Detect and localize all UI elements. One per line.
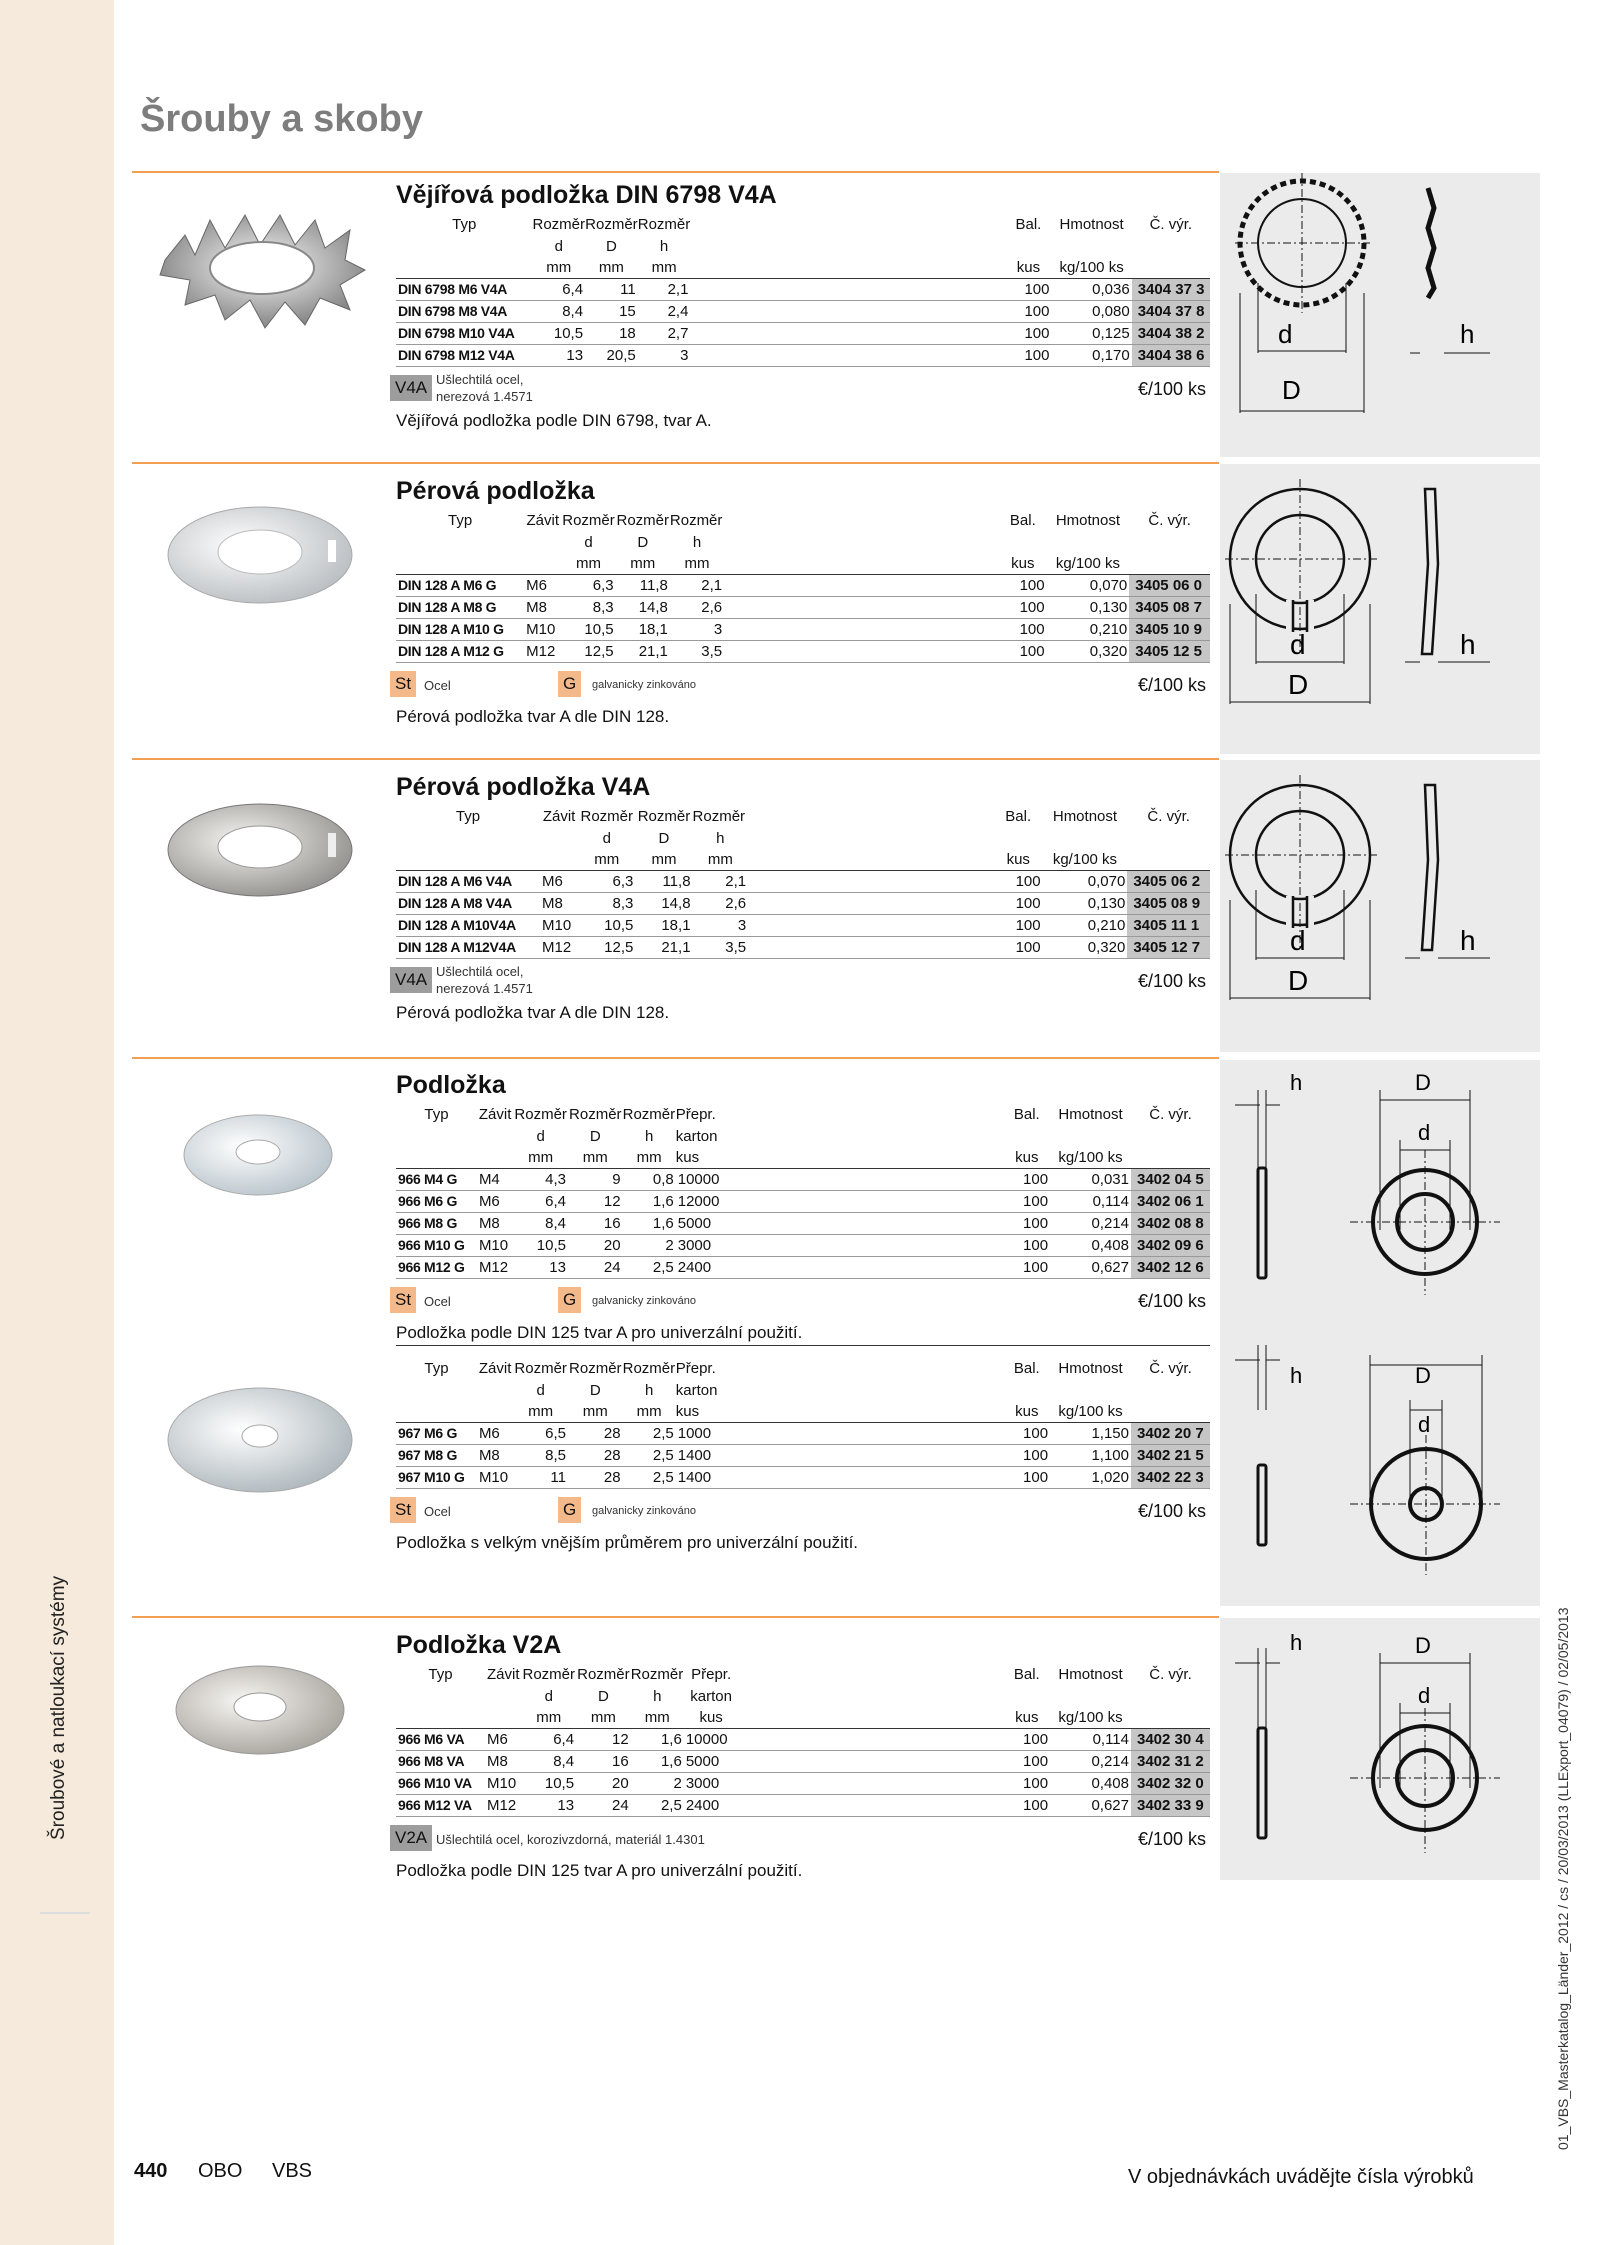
diagram-label-d: d <box>1418 1683 1431 1708</box>
diagram-label-h: h <box>1460 925 1476 956</box>
sidebar <box>0 0 114 2245</box>
table-row: 967 M6 G M6 6,5 28 2,5 1000 100 1,150 3402 20 7 <box>396 1423 1210 1445</box>
section-divider <box>132 758 1219 760</box>
col-rozmer: Rozměr <box>637 216 691 233</box>
spring-washer-photo <box>160 500 360 610</box>
brand-vbs: VBS <box>272 2160 313 2182</box>
sidebar-label: Šroubové a natloukací systémy <box>48 1575 69 1840</box>
diagram-label-D: D <box>1415 1633 1431 1658</box>
washer-photo <box>178 1108 338 1203</box>
material-row: V2A Ušlechtilá ocel, korozivzdorná, materiál 1.4301 €/100 ks <box>396 1817 1210 1859</box>
material-badge: V2A <box>390 1825 432 1851</box>
serrated-washer-diagram <box>1220 173 1540 457</box>
table-row: 966 M10 VA M10 10,5 20 2 3000 100 0,408 3402 32 0 <box>396 1773 1210 1795</box>
product-description: Podložka s velkým vnějším průměrem pro univerzální použití. <box>396 1533 859 1552</box>
section-title: Podložka V2A <box>396 1631 562 1659</box>
table-row: 966 M10 G M10 10,5 20 2 3000 100 0,408 3402 09 6 <box>396 1235 1210 1257</box>
washer-v2a-diagram <box>1220 1618 1540 1880</box>
product-description: Pérová podložka tvar A dle DIN 128. <box>396 1003 670 1022</box>
price-unit: €/100 ks <box>1137 1829 1206 1849</box>
material-badge: V4A <box>390 967 432 993</box>
table-row: 966 M6 VA M6 6,4 12 1,6 10000 100 0,114 3402 30 4 <box>396 1729 1210 1751</box>
diagram-label-D: D <box>1288 965 1309 996</box>
col-hmotnost: Hmotnost <box>1059 216 1124 233</box>
table-row: 966 M6 G M6 6,4 12 1,6 12000 100 0,114 3402 06 1 <box>396 1191 1210 1213</box>
product-table: Typ Závit Rozměr Rozměr Rozměr Přepr. Bal. Hmotnost Č. výr. d D h karton mm mm mm kus kus kg/100 ks 966 M6 VA M6 6,4 12 1,6 10000 100 0,114 3402 30 4 966 M8 VA M8 8,4 16 1,6 5000 100 0,214 3402 31 2 966 M10 VA M10 10,5 20 2 3000 100 0,408 3402 32 0 966 M12 VA M12 13 24 2,5 2400 100 0,627 3402 33 9 <box>396 1664 1210 1817</box>
diagram-label-D: D <box>1282 375 1301 405</box>
product-table: Typ Závit Rozměr Rozměr Rozměr Přepr. Bal. Hmotnost Č. výr. d D h karton mm mm mm kus kus kg/100 ks 966 M4 G M4 4,3 9 0,8 10000 100 0,031 3402 04 5 966 M6 G M6 6,4 12 1,6 12000 100 0,114 3402 06 1 966 M8 G M8 8,4 16 1,6 5000 100 0,214 3402 08 8 966 M10 G M10 10,5 20 2 3000 100 0,408 3402 09 6 966 M12 G M12 13 24 2,5 2400 100 0,627 3402 12 6 <box>396 1104 1210 1279</box>
finish-badge: G <box>558 1287 581 1313</box>
product-description: Podložka podle DIN 125 tvar A pro univerzální použití. <box>396 1321 1210 1346</box>
table-row: DIN 128 A M8 V4A M8 8,3 14,8 2,6 100 0,130 3405 08 9 <box>396 893 1210 915</box>
product-description: Podložka podle DIN 125 tvar A pro univerzální použití. <box>396 1861 803 1880</box>
table-row: 966 M8 G M8 8,4 16 1,6 5000 100 0,214 3402 08 8 <box>396 1213 1210 1235</box>
section-spring-washer-v4a <box>396 768 1210 1025</box>
section-large-washer <box>396 1358 1210 1555</box>
table-row: 966 M12 VA M12 13 24 2,5 2400 100 0,627 3402 33 9 <box>396 1795 1210 1817</box>
section-divider <box>132 462 1219 464</box>
table-row: DIN 128 A M6 G M6 6,3 11,8 2,1 100 0,070 3405 06 0 <box>396 575 1210 597</box>
table-row: 966 M4 G M4 4,3 9 0,8 10000 100 0,031 3402 04 5 <box>396 1169 1210 1191</box>
product-table: Typ Rozměr Rozměr Rozměr Bal. Hmotnost Č. výr. d D h mm mm mm kus kg/100 ks DIN 6798 M6 V4A 6,4 11 2,1 100 0,036 3404 37 3 DIN 6798 M8 V4A 8,4 15 2,4 100 0,080 3404 37 8 DIN 6798 M10 V4A 10,5 18 2,7 100 0,125 3404 38 2 DIN 6798 M12 V4A 13 20,5 3 100 0,170 3404 38 6 <box>396 214 1210 367</box>
material-row: St Ocel G galvanicky zinkováno €/100 ks <box>396 663 1210 705</box>
diagram-label-h: h <box>1460 319 1475 349</box>
section-title: Pérová podložka V4A <box>396 773 651 801</box>
diagram-label-d: d <box>1290 629 1306 660</box>
large-washer-photo <box>160 1380 360 1500</box>
diagram-label-h: h <box>1290 1070 1303 1095</box>
material-text: Ušlechtilá ocel, nerezová 1.4571 <box>436 372 533 404</box>
price-unit: €/100 ks <box>1137 1501 1206 1521</box>
price-unit: €/100 ks <box>1137 675 1206 695</box>
product-table: Typ Závit Rozměr Rozměr Rozměr Přepr. Bal. Hmotnost Č. výr. d D h karton mm mm mm kus kus kg/100 ks 967 M6 G M6 6,5 28 2,5 1000 100 1,150 3402 20 7 967 M8 G M8 8,5 28 2,5 1400 100 1,100 3402 21 5 967 M10 G M10 11 28 2,5 1400 100 1,020 3402 22 3 <box>396 1358 1210 1489</box>
table-row: DIN 6798 M6 V4A 6,4 11 2,1 100 0,036 3404 37 3 <box>396 279 1210 301</box>
table-row: DIN 128 A M10 G M10 10,5 18,1 3 100 0,210 3405 10 9 <box>396 619 1210 641</box>
spring-washer-v4a-diagram <box>1220 760 1540 1052</box>
section-title: Podložka <box>396 1071 506 1099</box>
brand-obo: OBO <box>198 2160 243 2182</box>
diagram-label-D: D <box>1288 669 1309 700</box>
diagram-label-h: h <box>1460 629 1476 660</box>
spring-washer-diagram <box>1220 464 1540 754</box>
price-unit: €/100 ks <box>1137 379 1206 399</box>
section-serrated-washer <box>396 176 1210 433</box>
washer-diagram <box>1220 1060 1540 1606</box>
table-row: DIN 128 A M12 G M12 12,5 21,1 3,5 100 0,320 3405 12 5 <box>396 641 1210 663</box>
table-row: 967 M8 G M8 8,5 28 2,5 1400 100 1,100 3402 21 5 <box>396 1445 1210 1467</box>
table-row: DIN 128 A M10V4A M10 10,5 18,1 3 100 0,210 3405 11 1 <box>396 915 1210 937</box>
material-badge: St <box>390 1497 416 1523</box>
col-typ: Typ <box>452 216 477 233</box>
finish-badge: G <box>558 1497 581 1523</box>
col-bal: Bal. <box>1015 216 1042 233</box>
washer-v2a-photo <box>170 1660 350 1760</box>
table-row: DIN 128 A M6 V4A M6 6,3 11,8 2,1 100 0,070 3405 06 2 <box>396 871 1210 893</box>
material-row <box>396 367 1210 409</box>
material-badge: St <box>390 671 416 697</box>
table-row: DIN 128 A M12V4A M12 12,5 21,1 3,5 100 0,320 3405 12 7 <box>396 937 1210 959</box>
diagram-label-h: h <box>1290 1630 1303 1655</box>
product-description: Pérová podložka tvar A dle DIN 128. <box>396 707 670 726</box>
table-row: 966 M8 VA M8 8,4 16 1,6 5000 100 0,214 3402 31 2 <box>396 1751 1210 1773</box>
diagram-label-h: h <box>1290 1363 1303 1388</box>
page-number: 440 <box>134 2160 168 2182</box>
diagram-label-D: D <box>1415 1363 1431 1388</box>
diagram-label-D: D <box>1415 1070 1431 1095</box>
spring-washer-v4a-photo <box>160 795 360 905</box>
diagram-label-d: d <box>1290 925 1306 956</box>
footer-note: V objednávkách uvádějte čísla výrobků <box>1128 2166 1474 2188</box>
diagram-label-d: d <box>1418 1120 1431 1145</box>
table-row: DIN 6798 M10 V4A 10,5 18 2,7 100 0,125 3404 38 2 <box>396 323 1210 345</box>
col-rozmer: Rozměr <box>532 216 585 233</box>
table-row: 967 M10 G M10 11 28 2,5 1400 100 1,020 3402 22 3 <box>396 1467 1210 1489</box>
table-row: 966 M12 G M12 13 24 2,5 2400 100 0,627 3402 12 6 <box>396 1257 1210 1279</box>
section-title: Pérová podložka <box>396 477 595 505</box>
price-unit: €/100 ks <box>1137 971 1206 991</box>
col-cvyr: Č. výr. <box>1149 216 1193 233</box>
table-row: DIN 128 A M8 G M8 8,3 14,8 2,6 100 0,130 3405 08 7 <box>396 597 1210 619</box>
serrated-washer-photo <box>155 200 370 330</box>
material-badge: St <box>390 1287 416 1313</box>
diagram-label-d: d <box>1418 1412 1431 1437</box>
product-table: Typ Závit Rozměr Rozměr Rozměr Bal. Hmotnost Č. výr. d D h mm mm mm kus kg/100 ks DIN 128 A M6 V4A M6 6,3 11,8 2,1 100 0,070 3405 06 2 DIN 128 A M8 V4A M8 8,3 14,8 2,6 100 0,130 3405 08 9 DIN 128 A M10V4A M10 10,5 18,1 3 100 0,210 3405 11 1 DIN 128 A M12V4A M12 12,5 21,1 3,5 100 0,320 3405 12 7 <box>396 806 1210 959</box>
material-badge: V4A <box>390 375 432 401</box>
diagram-label-d: d <box>1278 319 1293 349</box>
price-unit: €/100 ks <box>1137 1291 1206 1311</box>
material-row: V4A Ušlechtilá ocel, nerezová 1.4571 €/100 ks <box>396 959 1210 1001</box>
section-washer-v2a <box>396 1626 1210 1883</box>
section-divider <box>132 1057 1219 1059</box>
material-row: St Ocel G galvanicky zinkováno €/100 ks <box>396 1279 1210 1321</box>
section-title: Vějířová podložka DIN 6798 V4A <box>396 181 777 209</box>
product-table: Typ Závit Rozměr Rozměr Rozměr Bal. Hmotnost Č. výr. d D h mm mm mm kus kg/100 ks DIN 128 A M6 G M6 6,3 11,8 2,1 100 0,070 3405 06 0 DIN 128 A M8 G M8 8,3 14,8 2,6 100 0,130 3405 08 7 DIN 128 A M10 G M10 10,5 18,1 3 100 0,210 3405 10 9 DIN 128 A M12 G M12 12,5 21,1 3,5 100 0,320 3405 12 5 <box>396 510 1210 663</box>
section-divider <box>132 171 1219 173</box>
product-description: Vějířová podložka podle DIN 6798, tvar A. <box>396 411 712 430</box>
material-row: St Ocel G galvanicky zinkováno €/100 ks <box>396 1489 1210 1531</box>
document-reference: 01_VBS_Masterkatalog_Länder_2012 / cs / 20/03/2013 (LLExport_04079) / 02/05/2013 <box>1555 1607 1571 2150</box>
table-row: DIN 6798 M12 V4A 13 20,5 3 100 0,170 3404 38 6 <box>396 345 1210 367</box>
section-washer <box>396 1066 1210 1346</box>
page-title: Šrouby a skoby <box>140 98 423 140</box>
col-rozmer: Rozměr <box>585 216 638 233</box>
section-divider <box>132 1616 1219 1618</box>
sidebar-marker <box>40 1912 90 1914</box>
finish-badge: G <box>558 671 581 697</box>
table-row: DIN 6798 M8 V4A 8,4 15 2,4 100 0,080 3404 37 8 <box>396 301 1210 323</box>
section-spring-washer <box>396 472 1210 729</box>
